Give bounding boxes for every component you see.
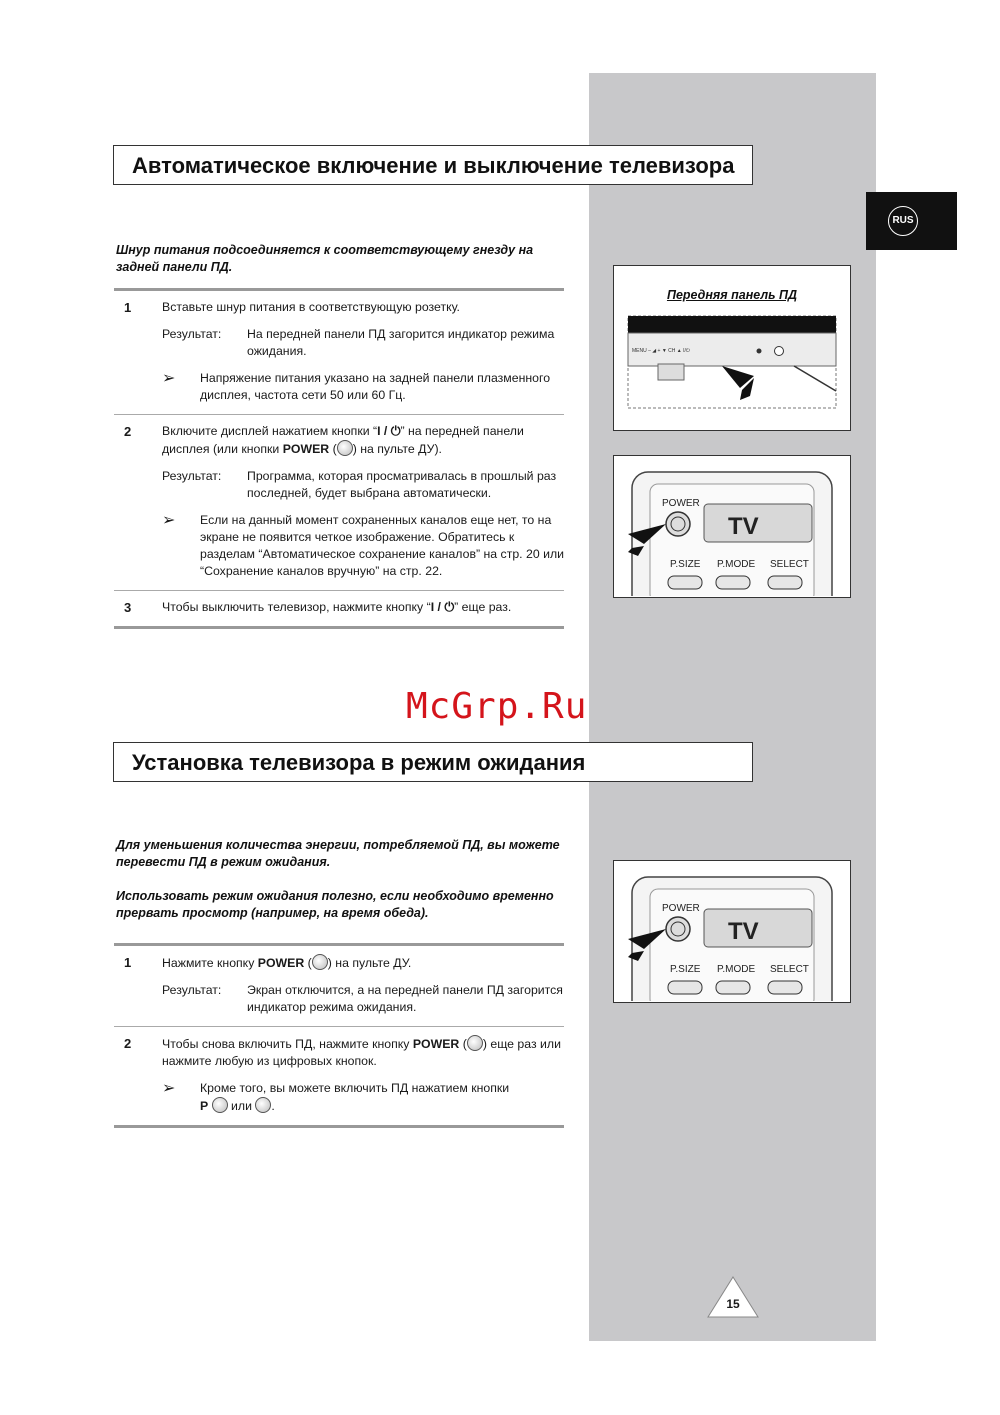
- result-row: [162, 326, 564, 360]
- tv-label: TV: [728, 513, 759, 540]
- power-button-icon: [337, 440, 353, 456]
- pmode-label: P.MODE: [717, 559, 756, 570]
- psize-label: P.SIZE: [670, 559, 701, 570]
- step-1: [114, 291, 564, 414]
- step-text: Нажмите кнопку POWER ( ) на пульте ДУ.: [162, 956, 412, 970]
- section2-intro-2: Использовать режим ожидания полезно, если необходимо временно прервать просмотр (например, на время обеда).: [116, 889, 554, 920]
- power-word: POWER: [282, 442, 330, 456]
- result-row: [162, 982, 564, 1016]
- note-arrow-icon: ➢: [162, 1080, 176, 1097]
- result-text: На передней панели ПД загорится индикатор режима ожидания.: [247, 327, 555, 358]
- result-text: Программа, которая просматривалась в прошлый раз последней, будет выбрана автоматически.: [247, 469, 557, 500]
- note-row: [162, 370, 564, 404]
- step-2: [114, 415, 564, 590]
- step-number: 3: [124, 600, 132, 615]
- page-number: 15: [726, 1297, 740, 1311]
- prog-down-button-icon: [255, 1097, 271, 1113]
- section2-steps: [114, 943, 564, 1128]
- language-badge: RUS: [888, 206, 918, 236]
- power-button-icon: [312, 954, 328, 970]
- section2-intro-1: Для уменьшения количества энергии, потребляемой ПД, вы можете перевести ПД в режим ожидания.: [116, 838, 560, 869]
- remote-figure-1: [613, 455, 851, 598]
- select-label: SELECT: [770, 559, 809, 570]
- step-number: 2: [124, 1036, 132, 1051]
- result-label: Результат:: [162, 983, 222, 997]
- section1-steps: [114, 288, 564, 629]
- power-word: POWER: [412, 1037, 460, 1051]
- remote-figure-2: [613, 860, 851, 1003]
- step-text: Вставьте шнур питания в соответствующую розетку.: [162, 300, 460, 314]
- power-symbol: I / ⏻: [377, 424, 401, 438]
- step-2: [114, 1027, 564, 1125]
- step-number: 1: [124, 955, 132, 970]
- watermark: McGrp.Ru: [406, 686, 588, 727]
- note-arrow-icon: ➢: [162, 370, 176, 387]
- power-word: POWER: [257, 956, 305, 970]
- result-label: Результат:: [162, 327, 222, 341]
- note-row: [162, 512, 564, 580]
- step-3: [114, 591, 564, 626]
- power-label: POWER: [662, 498, 700, 509]
- front-panel-figure: [613, 265, 851, 431]
- step-text: Чтобы снова включить ПД, нажмите кнопку POWER ( ) еще раз или нажмите любую из цифровых кнопок.: [162, 1037, 561, 1068]
- result-label: Результат:: [162, 469, 222, 483]
- power-button-icon: [467, 1035, 483, 1051]
- svg-text:MENU – ◢ + ▼ CH ▲ I/⏻: MENU – ◢ + ▼ CH ▲ I/⏻: [632, 348, 690, 354]
- remote-drawing-1: [614, 456, 849, 596]
- note-arrow-icon: ➢: [162, 512, 176, 529]
- psize-label: P.SIZE: [670, 964, 701, 975]
- step-text: Чтобы выключить телевизор, нажмите кнопку “I / ⏻” еще раз.: [162, 600, 512, 614]
- select-label: SELECT: [770, 964, 809, 975]
- tv-label: TV: [728, 918, 759, 945]
- note-text: Напряжение питания указано на задней панели плазменного дисплея, частота сети 50 или 60 Гц.: [200, 371, 551, 402]
- front-panel-caption: Передняя панель ПД: [666, 288, 798, 302]
- front-panel-drawing: [614, 266, 849, 429]
- sidebar-background: [589, 73, 876, 1341]
- section-title-auto-power: Автоматическое включение и выключение телевизора: [113, 145, 753, 185]
- power-symbol: I / ⏻: [430, 600, 455, 614]
- section1-intro: Шнур питания подсоединяется к соответствующему гнезду на задней панели ПД.: [116, 243, 534, 274]
- section-title-standby: Установка телевизора в режим ожидания: [113, 742, 753, 782]
- note-text: Кроме того, вы можете включить ПД нажатием кнопки P или .: [200, 1081, 510, 1113]
- step-1: [114, 946, 564, 1026]
- language-tab: [866, 192, 957, 250]
- result-row: [162, 468, 564, 502]
- power-label: POWER: [662, 903, 700, 914]
- pmode-label: P.MODE: [717, 964, 756, 975]
- note-row: [162, 1080, 564, 1115]
- step-number: 1: [124, 300, 132, 315]
- prog-up-button-icon: [212, 1097, 228, 1113]
- step-text: Включите дисплей нажатием кнопки “I / ⏻” на передней панели дисплея (или кнопки POWER ( ) на пульте ДУ).: [162, 424, 524, 456]
- note-text: Если на данный момент сохраненных каналов еще нет, то на экране не появится четкое изображение. Обратитесь к разделам “Автоматическое сохранение каналов” на стр. 20 или “Сохранение каналов вручную” на стр. 22.: [200, 513, 565, 578]
- result-text: Экран отключится, а на передней панели ПД загорится индикатор режима ожидания.: [247, 983, 563, 1014]
- step-number: 2: [124, 424, 132, 439]
- remote-drawing-2: [614, 861, 849, 1001]
